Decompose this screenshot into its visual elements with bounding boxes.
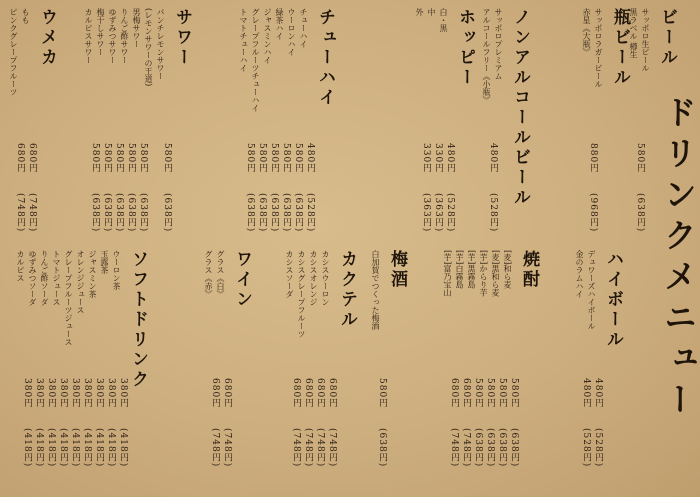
menu-item: [490, 250, 501, 296]
item-name: デュワーズハイボール: [587, 250, 596, 330]
item-price: 480円: [488, 143, 498, 174]
item-price-tax: (968円): [588, 193, 598, 233]
item-price: 330円: [433, 143, 443, 174]
menu-item: [20, 8, 31, 96]
item-price: 580円: [293, 143, 303, 174]
item-name: オレンジジュース: [76, 250, 85, 314]
item-name: 中: [427, 8, 436, 16]
item-name: [麦]和ら麦: [503, 250, 512, 289]
menu-item: [111, 250, 122, 346]
item-price-tax: (638円): [102, 193, 112, 233]
item-price-tax: (528円): [581, 428, 591, 468]
menu-item: [284, 250, 295, 338]
item-name: 赤星《大瓶》: [582, 8, 591, 56]
menu-item: [83, 8, 94, 86]
item-price: 380円: [70, 378, 80, 409]
menu-item: [131, 8, 142, 86]
item-price: 580円: [138, 143, 148, 174]
item-name: サッポロ生ビール: [641, 8, 650, 72]
item-price-tax: (418円): [34, 428, 44, 468]
menu-item: [155, 8, 166, 86]
menu-item: [640, 8, 651, 72]
item-name: サッポロラガービール: [594, 8, 603, 88]
item-price-tax: (528円): [305, 193, 315, 233]
menu-item: [286, 8, 297, 112]
menu-item: [274, 8, 285, 112]
item-name: もも: [21, 8, 30, 24]
item-price: 580円: [485, 378, 495, 409]
item-price: 580円: [126, 143, 136, 174]
item-price-tax: (638円): [497, 428, 507, 468]
item-price-tax: (638円): [245, 193, 255, 233]
item-price-tax: (418円): [106, 428, 116, 468]
item-price: 680円: [27, 143, 37, 174]
item-name: 金のラムハイ: [575, 250, 584, 298]
section-umeka: [7, 8, 60, 96]
item-name: グラス《白》: [216, 250, 225, 298]
menu-item: [119, 8, 130, 86]
section-title: 焼酎: [519, 250, 539, 290]
item-name: ジャスミンハイ: [263, 8, 272, 64]
section-sour: [82, 8, 195, 86]
item-price-tax: (638円): [114, 193, 124, 233]
section-highball: [573, 250, 626, 350]
item-price-tax: (363円): [421, 193, 431, 233]
item-price-tax: (638円): [269, 193, 279, 233]
item-price-tax: (418円): [94, 428, 104, 468]
item-price: 580円: [114, 143, 124, 174]
item-price-tax: (638円): [509, 428, 519, 468]
section-wine: [202, 250, 255, 310]
item-name: グレープフルーツチューハイ: [251, 8, 260, 112]
section-hoppy: [413, 8, 478, 88]
menu-item: [238, 8, 249, 112]
item-name: ウーロン茶: [112, 250, 121, 290]
item-price: 480円: [581, 378, 591, 409]
menu-item: [143, 8, 154, 86]
item-name: 白・黒: [439, 8, 448, 32]
item-name: ジャスミン茶: [88, 250, 97, 298]
item-price: 580円: [245, 143, 255, 174]
item-name: チューハイ: [299, 8, 308, 48]
item-price-tax: (528円): [488, 193, 498, 233]
menu-item: [586, 250, 597, 330]
item-price-tax: (638円): [635, 193, 645, 233]
item-price-tax: (638円): [162, 193, 172, 233]
item-name: カシスソーダ: [285, 250, 294, 298]
item-price: 680円: [461, 378, 471, 409]
item-price-tax: (418円): [58, 428, 68, 468]
menu-item: [87, 250, 98, 346]
section-title: ノンアルコールビール: [510, 8, 530, 208]
item-price-tax: (748円): [27, 193, 37, 233]
menu-item: [454, 250, 465, 296]
item-price: 680円: [449, 378, 459, 409]
item-price: 580円: [257, 143, 267, 174]
item-price-tax: (638円): [473, 428, 483, 468]
menu-item: [95, 8, 106, 86]
section-title: 梅酒: [387, 250, 407, 290]
item-name: 黒ラベル 樽生: [629, 8, 638, 59]
item-name: ピンクグレープフルーツ: [9, 8, 18, 96]
item-name: りんご酢ソーダ: [40, 250, 49, 306]
item-price: 380円: [58, 378, 68, 409]
section-title: ワイン: [232, 250, 252, 310]
item-price: 480円: [593, 378, 603, 409]
item-price: 680円: [291, 378, 301, 409]
item-price-tax: (363円): [433, 193, 443, 233]
item-price: 380円: [106, 378, 116, 409]
item-name: (レモンサワーの王道): [144, 8, 153, 87]
section-title: ソフトドリンク: [128, 250, 148, 390]
item-price-tax: (748円): [303, 428, 313, 468]
item-name: カルピスサワー: [84, 8, 93, 64]
item-price: 680円: [222, 378, 232, 409]
section-bottle-beer: [580, 8, 633, 88]
menu-item: [478, 250, 489, 296]
section-title: ホッピー: [455, 8, 475, 88]
item-price: 480円: [445, 143, 455, 174]
item-name: ゆずみつソーダ: [28, 250, 37, 306]
menu-item: [426, 8, 437, 32]
section-chuhai: [237, 8, 338, 112]
menu-item: [99, 250, 110, 346]
menu-item: [250, 8, 261, 112]
menu-item: [296, 250, 307, 338]
item-price-tax: (418円): [46, 428, 56, 468]
item-name: [芋]白霧島: [455, 250, 464, 289]
item-name: 緑茶ハイ: [275, 8, 284, 40]
item-price: 380円: [118, 378, 128, 409]
menu-item: [75, 250, 86, 346]
menu-item: [15, 250, 26, 346]
menu-title: ドリンクメニュー: [659, 95, 698, 423]
menu-item: [262, 8, 273, 112]
item-price: 580円: [281, 143, 291, 174]
section-title: ウメカ: [37, 8, 57, 68]
item-price: 480円: [305, 143, 315, 174]
menu-item: [414, 8, 425, 32]
item-name: ゆずみつサワー: [108, 8, 117, 64]
item-price-tax: (748円): [449, 428, 459, 468]
item-price: 580円: [269, 143, 279, 174]
item-name: 白加賀でつくった梅酒: [371, 250, 380, 330]
item-price: 580円: [497, 378, 507, 409]
item-price: 580円: [162, 143, 172, 174]
item-price: 330円: [421, 143, 431, 174]
menu-item: [27, 250, 38, 346]
item-price: 580円: [377, 378, 387, 409]
item-price: 580円: [509, 378, 519, 409]
menu-item: [442, 250, 453, 296]
menu-item: [370, 250, 381, 330]
item-price: 680円: [303, 378, 313, 409]
item-name: カシスオレンジ: [309, 250, 318, 306]
item-name: トマトチューハイ: [239, 8, 248, 72]
menu-item: [215, 250, 226, 298]
menu-item: [39, 250, 50, 346]
menu-item: [298, 8, 309, 112]
item-name: グレープフルーツジュース: [64, 250, 73, 346]
item-price-tax: (748円): [222, 428, 232, 468]
section-soft-drink: [14, 250, 151, 390]
menu-item: [574, 250, 585, 330]
item-price: 580円: [90, 143, 100, 174]
menu-item: [8, 8, 19, 96]
item-price-tax: (418円): [70, 428, 80, 468]
item-price: 380円: [34, 378, 44, 409]
menu-item: [203, 250, 214, 298]
section-umeshu: [369, 250, 410, 330]
section-beer: [627, 8, 680, 72]
item-price-tax: (418円): [118, 428, 128, 468]
item-price: 680円: [210, 378, 220, 409]
item-name: トマトジュース: [52, 250, 61, 306]
section-title: サワー: [172, 8, 192, 68]
item-price: 580円: [102, 143, 112, 174]
item-name: ウーロンハイ: [287, 8, 296, 56]
item-price-tax: (528円): [445, 193, 455, 233]
item-name: りんご酢サワー: [120, 8, 129, 64]
item-price: 380円: [46, 378, 56, 409]
item-name: 外: [415, 8, 424, 16]
item-name: パンチレモンサワー: [156, 8, 165, 80]
item-price: 880円: [588, 143, 598, 174]
menu-item: [51, 250, 62, 346]
menu-item: [63, 250, 74, 346]
menu-item: [438, 8, 449, 32]
section-title: ビール: [657, 8, 677, 68]
item-name: カルピス: [16, 250, 25, 282]
item-name: グラス《赤》: [204, 250, 213, 298]
item-price-tax: (638円): [257, 193, 267, 233]
section-title: チューハイ: [315, 8, 335, 108]
item-price-tax: (638円): [293, 193, 303, 233]
menu-item: [466, 250, 477, 296]
item-price-tax: (638円): [126, 193, 136, 233]
menu-item: [308, 250, 319, 338]
item-price-tax: (748円): [327, 428, 337, 468]
menu-item: [593, 8, 604, 88]
section-cocktail: [283, 250, 360, 338]
menu-item: [502, 250, 513, 296]
menu-item: [107, 8, 118, 86]
item-name: 梅干しサワー: [96, 8, 105, 56]
item-name: [芋]黒霧島: [467, 250, 476, 289]
item-price-tax: (418円): [82, 428, 92, 468]
item-price-tax: (638円): [138, 193, 148, 233]
item-price-tax: (748円): [461, 428, 471, 468]
item-price-tax: (748円): [210, 428, 220, 468]
item-price-tax: (418円): [22, 428, 32, 468]
item-price-tax: (748円): [15, 193, 25, 233]
item-name: カシスウーロン: [321, 250, 330, 306]
item-price-tax: (638円): [485, 428, 495, 468]
item-name: [麦]黒和ら麦: [491, 250, 500, 297]
menu-item: [481, 8, 492, 104]
item-name: カシスグレープフルーツ: [297, 250, 306, 338]
item-price: 680円: [315, 378, 325, 409]
item-price-tax: (748円): [315, 428, 325, 468]
menu-item: [493, 8, 504, 104]
section-title: 瓶ビール: [610, 8, 630, 88]
item-name: 男梅サワー: [132, 8, 141, 48]
menu-item: [320, 250, 331, 338]
item-name: [芋]富乃宝山: [443, 250, 452, 297]
item-name: [芋]からり芋: [479, 250, 488, 297]
section-title: ハイボール: [603, 250, 623, 350]
item-price: 680円: [327, 378, 337, 409]
item-name: サッポロプレミアム: [494, 8, 503, 80]
item-price-tax: (638円): [377, 428, 387, 468]
section-title: カクテル: [337, 250, 357, 330]
section-shochu: [441, 250, 542, 296]
item-price-tax: (748円): [291, 428, 301, 468]
item-price-tax: (528円): [593, 428, 603, 468]
item-price: 680円: [15, 143, 25, 174]
item-price: 380円: [22, 378, 32, 409]
item-price: 380円: [82, 378, 92, 409]
item-name: アルコールフリー《小瓶》: [482, 8, 491, 104]
menu-item: [581, 8, 592, 88]
item-price: 580円: [635, 143, 645, 174]
section-non-alcohol: [480, 8, 533, 208]
item-price: 580円: [473, 378, 483, 409]
item-price: 380円: [94, 378, 104, 409]
item-price-tax: (638円): [281, 193, 291, 233]
item-name: 玉露茶: [100, 250, 109, 274]
item-price-tax: (638円): [90, 193, 100, 233]
